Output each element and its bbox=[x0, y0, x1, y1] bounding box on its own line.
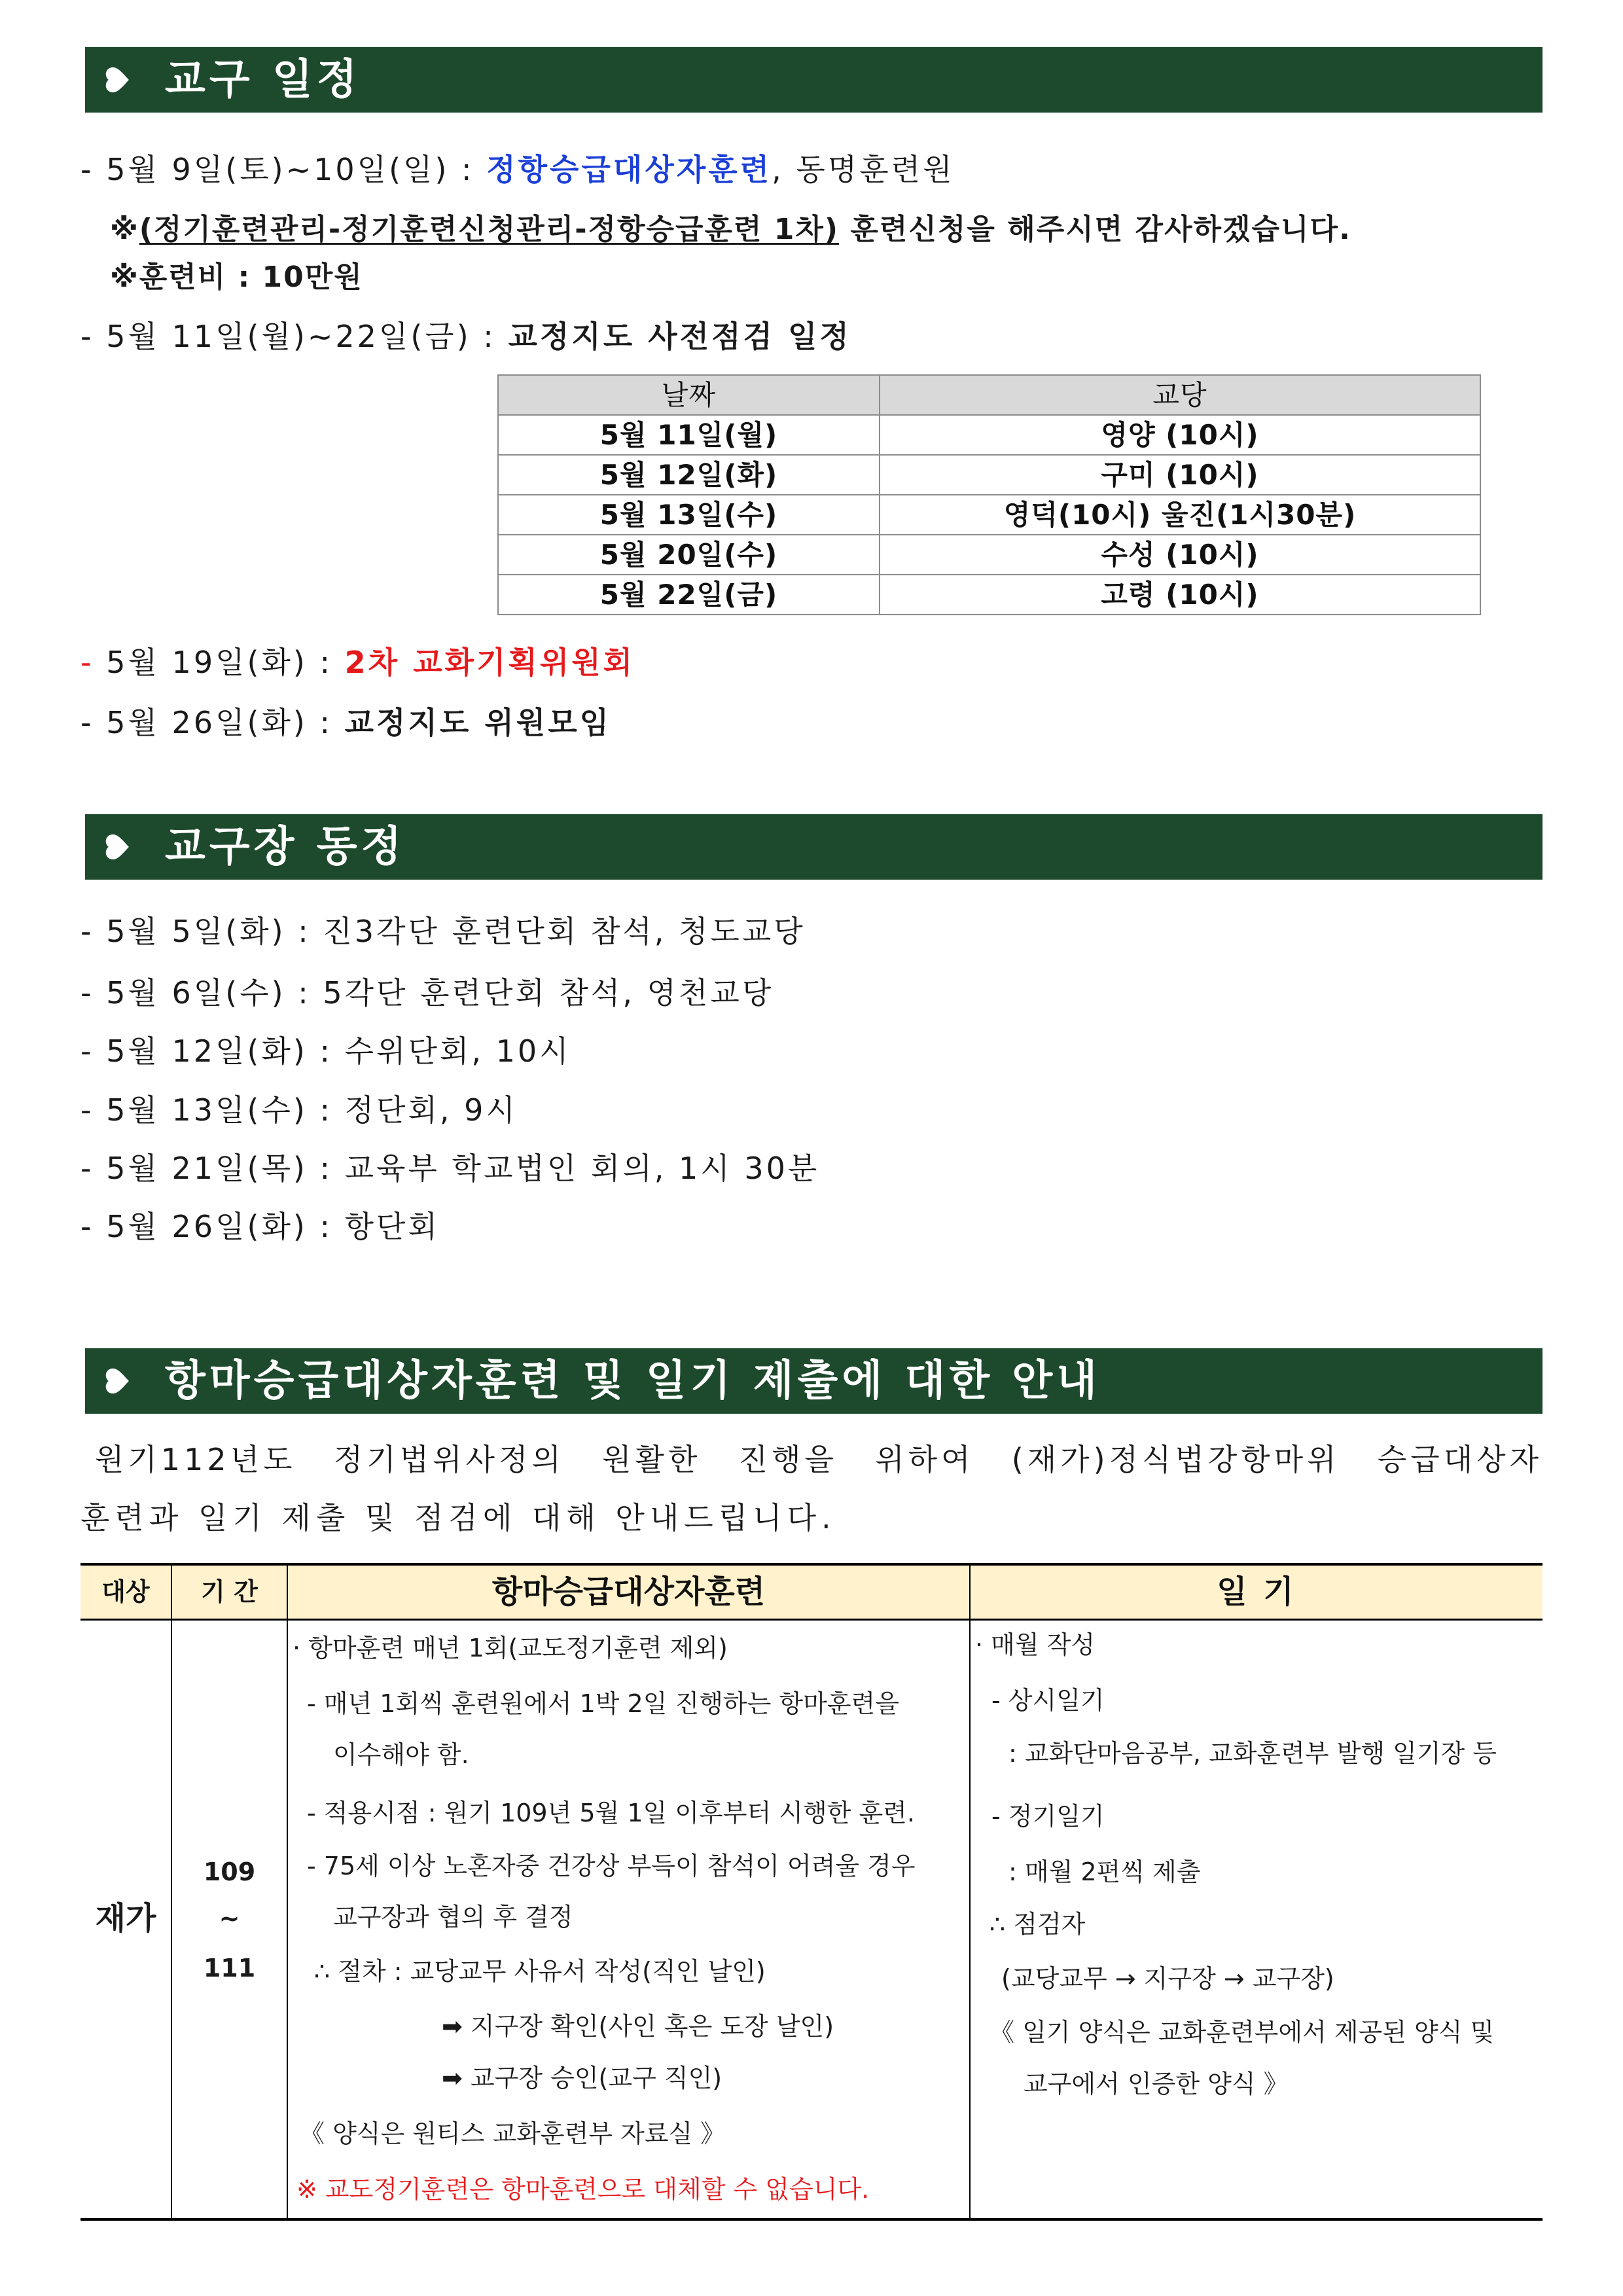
training-warning: ※ 교도정기훈련은 항마훈련으로 대체할 수 없습니다. bbox=[296, 2175, 870, 2204]
list-item: - 5월 12일(화) : 수위단회, 10시 bbox=[80, 1033, 571, 1069]
diary-line: : 교화단마음공부, 교화훈련부 발행 일기장 등 bbox=[1008, 1739, 1497, 1768]
registration-note bbox=[110, 210, 1351, 249]
diary-line: · 매월 작성 bbox=[975, 1630, 1096, 1659]
heart-bullet-icon bbox=[102, 65, 132, 95]
training-line: 이수해야 함. bbox=[333, 1740, 469, 1769]
column-divider bbox=[969, 1563, 971, 2221]
diary-line: 교구에서 인증한 양식 》 bbox=[1024, 2070, 1289, 2098]
section-title: 항마승급대상자훈련 및 일기 제출에 대한 안내 bbox=[165, 1357, 1101, 1405]
column-header-target: 대상 bbox=[101, 1577, 150, 1606]
diary-line: : 매월 2편씩 제출 bbox=[1008, 1857, 1201, 1886]
schedule-item-highlight: 정항승급대상자훈련 bbox=[486, 152, 772, 187]
inspection-schedule-table bbox=[497, 374, 1481, 615]
training-line: - 75세 이상 노혼자중 건강상 부득이 참석이 어려울 경우 bbox=[307, 1852, 916, 1880]
column-header-date: 날짜 bbox=[498, 375, 880, 415]
guide-table bbox=[80, 1563, 1543, 2221]
table-row bbox=[498, 495, 1480, 535]
training-line: ∴ 절차 : 교당교무 사유서 작성(직인 날인) bbox=[314, 1957, 766, 1986]
intro-paragraph-line: 훈련과 일기 제출 및 점검에 대해 안내드립니다. bbox=[80, 1500, 836, 1535]
cell-date: 5월 20일(수) bbox=[498, 535, 880, 575]
note-text: 훈련신청을 해주시면 감사하겠습니다. bbox=[839, 213, 1351, 246]
cell-church: 고령 (10시) bbox=[880, 575, 1480, 615]
diary-line: - 상시일기 bbox=[991, 1686, 1105, 1715]
table-row bbox=[498, 455, 1480, 495]
list-item: - 5월 26일(화) : 항단회 bbox=[80, 1209, 440, 1244]
list-item: - 5월 5일(화) : 진3각단 훈련단회 참석, 청도교당 bbox=[80, 914, 806, 949]
cell-date: 5월 22일(금) bbox=[498, 575, 880, 615]
diary-line: - 정기일기 bbox=[991, 1802, 1105, 1831]
schedule-item-date: - 5월 26일(화) : bbox=[80, 705, 345, 740]
column-header-period: 기 간 bbox=[201, 1577, 258, 1606]
schedule-item-committee bbox=[80, 643, 635, 682]
training-line: - 매년 1회씩 훈련원에서 1박 2일 진행하는 항마훈련을 bbox=[307, 1689, 899, 1718]
schedule-item-meeting bbox=[80, 703, 611, 742]
note-mark: ※ bbox=[110, 213, 139, 246]
list-dash: - bbox=[80, 645, 94, 680]
table-border-bottom bbox=[80, 2218, 1543, 2221]
list-item: - 5월 6일(수) : 5각단 훈련단회 참석, 영천교당 bbox=[80, 975, 774, 1011]
cell-date: 5월 13일(수) bbox=[498, 495, 880, 535]
cell-period-start: 109 bbox=[203, 1857, 256, 1886]
table-row bbox=[498, 535, 1480, 575]
section-header-guide bbox=[85, 1348, 1543, 1414]
table-row bbox=[498, 575, 1480, 615]
diary-line: ∴ 점검자 bbox=[990, 1910, 1086, 1939]
training-line: ➡ 교구장 승인(교구 직인) bbox=[442, 2064, 722, 2092]
cell-church: 영양 (10시) bbox=[880, 415, 1480, 455]
training-line: 《 양식은 원티스 교화훈련부 자료실 》 bbox=[300, 2119, 726, 2148]
schedule-item-location: , 동명훈련원 bbox=[772, 152, 955, 187]
cell-period-separator: ~ bbox=[219, 1904, 240, 1933]
heart-bullet-icon bbox=[102, 1366, 132, 1396]
fee-note: ※훈련비 : 10만원 bbox=[110, 260, 363, 294]
section-title: 교구장 동정 bbox=[165, 823, 406, 871]
section-header-schedule bbox=[85, 47, 1543, 113]
list-item: - 5월 21일(목) : 교육부 학교법인 회의, 1시 30분 bbox=[80, 1151, 820, 1186]
table-header-row bbox=[498, 375, 1480, 415]
cell-date: 5월 11일(월) bbox=[498, 415, 880, 455]
cell-church: 영덕(10시) 울진(1시30분) bbox=[880, 495, 1480, 535]
diary-line: (교당교무 → 지구장 → 교구장) bbox=[1001, 1964, 1334, 1993]
cell-church: 수성 (10시) bbox=[880, 535, 1480, 575]
section-title: 교구 일정 bbox=[165, 56, 361, 104]
cell-church: 구미 (10시) bbox=[880, 455, 1480, 495]
diary-line: 《 일기 양식은 교화훈련부에서 제공된 양식 및 bbox=[990, 2018, 1495, 2047]
cell-period-end: 111 bbox=[203, 1954, 256, 1982]
cell-target: 재가 bbox=[95, 1900, 156, 1937]
menu-path: (정기훈련관리-정기훈련신청관리-정항승급훈련 1차) bbox=[139, 213, 840, 246]
table-header-divider bbox=[80, 1619, 1543, 1621]
training-line: 교구장과 협의 후 결정 bbox=[333, 1903, 573, 1931]
schedule-item-inspection bbox=[80, 317, 851, 356]
cell-date: 5월 12일(화) bbox=[498, 455, 880, 495]
schedule-item-highlight: 2차 교화기획위원회 bbox=[344, 645, 635, 680]
column-header-training: 항마승급대상자훈련 bbox=[491, 1573, 766, 1610]
column-divider bbox=[287, 1563, 288, 2221]
schedule-item-highlight: 교정지도 위원모임 bbox=[344, 705, 612, 740]
section-header-activities bbox=[85, 814, 1543, 880]
schedule-item-training bbox=[80, 150, 955, 189]
heart-bullet-icon bbox=[102, 832, 132, 862]
training-line: ➡ 지구장 확인(사인 혹은 도장 날인) bbox=[442, 2012, 834, 2041]
schedule-item-highlight: 교정지도 사전점검 일정 bbox=[508, 319, 851, 354]
schedule-item-date: - 5월 9일(토)~10일(일) : bbox=[80, 152, 487, 187]
list-item: - 5월 13일(수) : 정단회, 9시 bbox=[80, 1092, 518, 1128]
schedule-item-date: 5월 19일(화) : bbox=[94, 645, 345, 680]
schedule-item-date: - 5월 11일(월)~22일(금) : bbox=[80, 319, 508, 354]
column-header-diary: 일 기 bbox=[1217, 1573, 1296, 1610]
training-line: - 적용시점 : 원기 109년 5월 1일 이후부터 시행한 훈련. bbox=[307, 1799, 915, 1827]
table-row bbox=[498, 415, 1480, 455]
column-header-church: 교당 bbox=[880, 375, 1480, 415]
training-line: · 항마훈련 매년 1회(교도정기훈련 제외) bbox=[293, 1634, 728, 1662]
intro-paragraph-line: 원기112년도 정기법위사정의 원활한 진행을 위하여 (재가)정식법강항마위 승급대상자 bbox=[95, 1442, 1543, 1477]
